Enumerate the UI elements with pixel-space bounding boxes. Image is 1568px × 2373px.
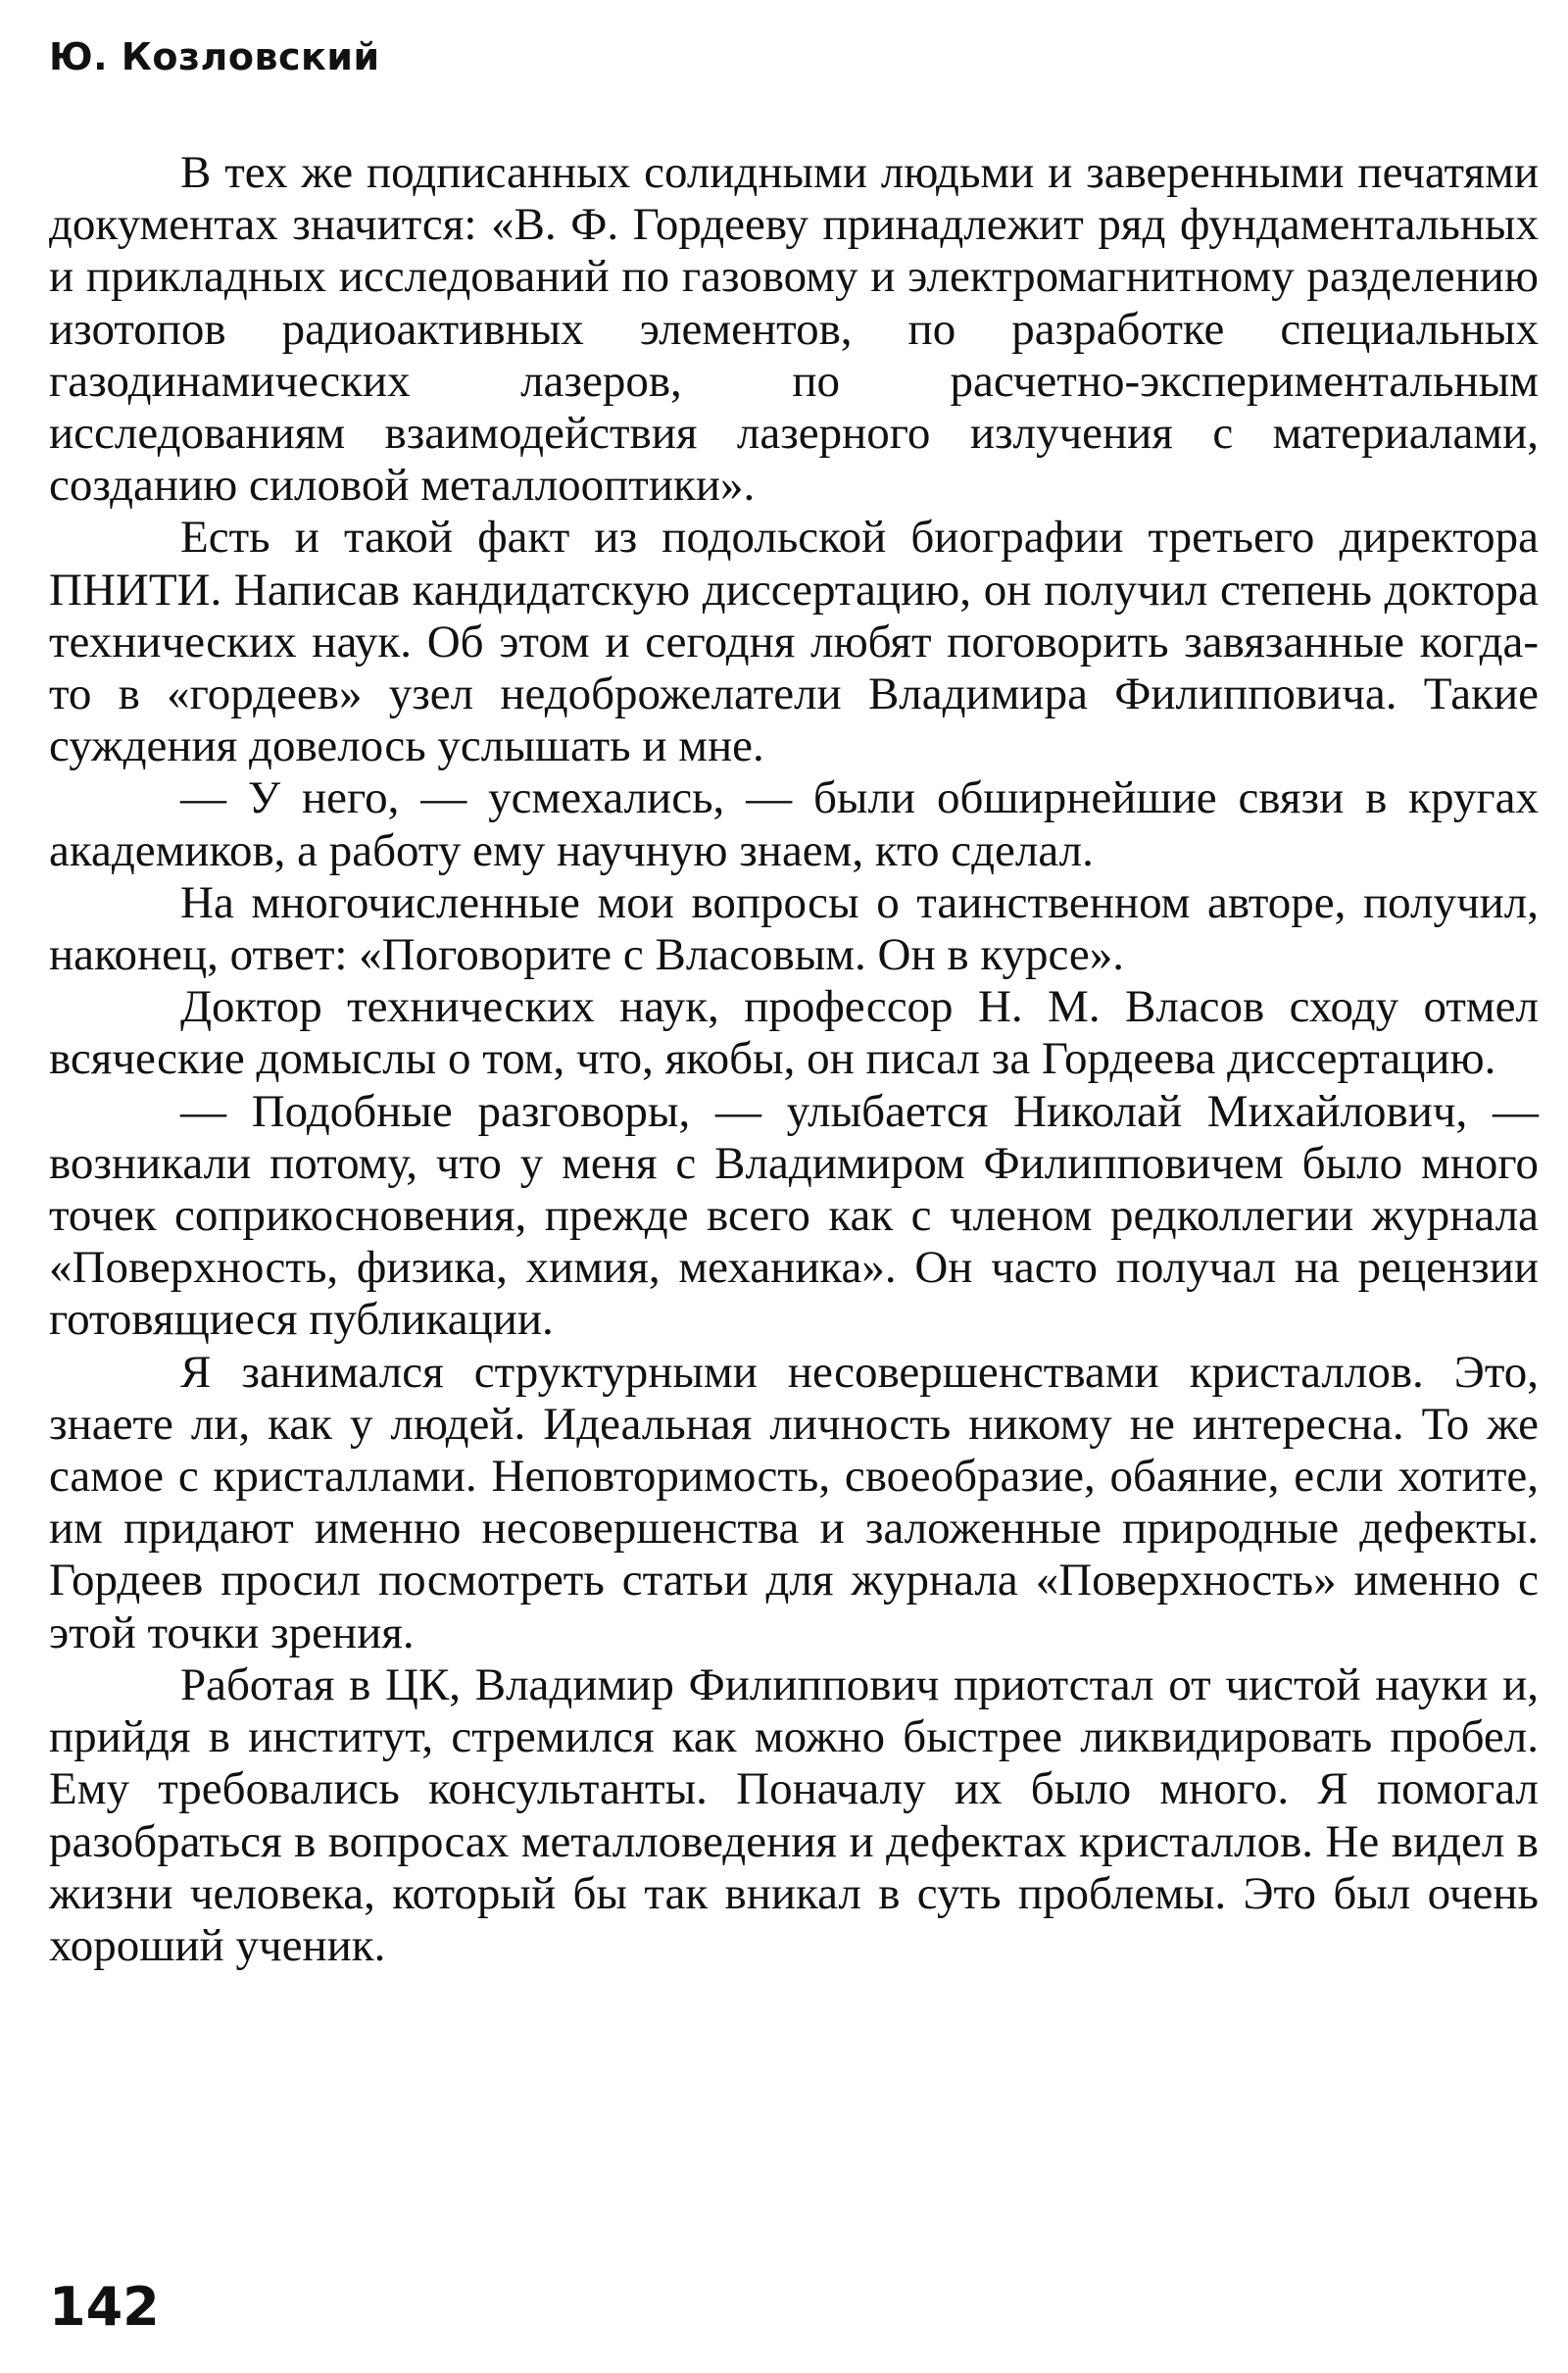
paragraph: Есть и такой факт из подольской биографии третьего директора ПНИТИ. Написав кандидатскую диссертацию, он получил степень доктора технических наук. Об этом и сегодня любят поговорить завязанные когда-то в «гордеев» узел недоброжелатели Владимира Филипповича. Такие суждения довелось услышать и мне. — [49, 512, 1539, 772]
paragraph: — Подобные разговоры, — улыбается Николай Михайлович, — возникали потому, что у меня с Владимиром Филипповичем было много точек соприкосновения, прежде всего как с членом редколлегии журнала «Поверхность, физика, химия, механика». Он часто получал на рецензии готовящиеся публикации. — [49, 1085, 1539, 1346]
paragraph: — У него, — усмехались, — были обширнейшие связи в кругах академиков, а работу ему научную знаем, кто сделал. — [49, 772, 1539, 876]
paragraph: Доктор технических наук, профессор Н. М. Власов сходу отмел всяческие домыслы о том, что, якобы, он писал за Гордеева диссертацию. — [49, 981, 1539, 1085]
paragraph: Работая в ЦК, Владимир Филиппович приотстал от чистой науки и, прийдя в институт, стремился как можно быстрее ликвидировать пробел. Ему требовались консультанты. Поначалу их было много. Я помогал разобраться в вопросах металловедения и дефектах кристаллов. Не видел в жизни человека, который бы так вникал в суть проблемы. Это был очень хороший ученик. — [49, 1658, 1539, 1971]
paragraph: Я занимался структурными несовершенствами кристаллов. Это, знаете ли, как у людей. Идеальная личность никому не интересна. То же самое с кристаллами. Неповторимость, своеобразие, обаяние, если хотите, им придают именно несовершенства и заложенные природные дефекты. Гордеев просил посмотреть статьи для журнала «Поверхность» именно с этой точки зрения. — [49, 1346, 1539, 1658]
running-head-author: Ю. Козловский — [49, 35, 380, 78]
paragraph: На многочисленные мои вопросы о таинственном авторе, получил, наконец, ответ: «Поговорите с Власовым. Он в курсе». — [49, 876, 1539, 981]
page-number: 142 — [49, 2276, 160, 2338]
paragraph: В тех же подписанных солидными людьми и заверенными печатями документах значится: «В. Ф. Гордееву принадлежит ряд фундаментальных и прикладных исследований по газовому и электромагнитному разделению изотопов радиоактивных элементов, по разработке специальных газодинамических лазеров, по расчетно-экспериментальным исследованиям взаимодействия лазерного излучения с материалами, созданию силовой металлооптики». — [49, 147, 1539, 512]
page-text-body — [49, 147, 1539, 1972]
